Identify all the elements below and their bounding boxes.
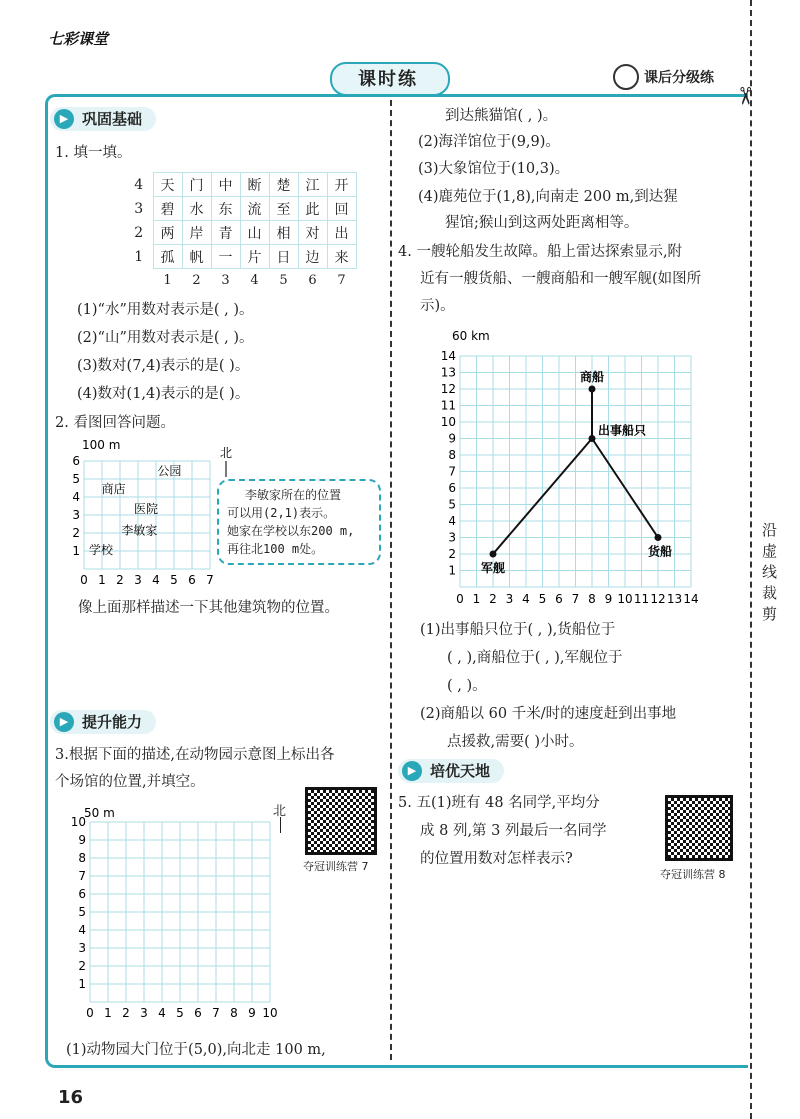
clock-icon: [613, 64, 639, 90]
q4-item-2-line-2: 点援救,需要( )小时。: [447, 734, 584, 750]
y-tick-label: 2: [448, 547, 456, 561]
y-tick-label: 14: [440, 349, 456, 363]
q4-title-line-3: 示)。: [420, 298, 455, 314]
qr-caption-7: 夺冠训练营 7: [303, 860, 369, 873]
y-tick-label: 10: [70, 815, 86, 829]
poem-cell: 出: [327, 221, 356, 245]
column-label: 4: [250, 273, 259, 288]
ship-point: [655, 534, 662, 541]
q3-item-3: (3)大象馆位于(10,3)。: [418, 161, 570, 177]
x-tick-label: 4: [158, 1006, 166, 1020]
poem-cell: 水: [182, 197, 211, 221]
poem-cell: 孤: [153, 245, 182, 269]
y-tick-label: 4: [78, 923, 86, 937]
q1-title: 1. 填一填。: [55, 145, 132, 161]
x-tick-label: 0: [86, 1006, 94, 1020]
x-tick-label: 10: [262, 1006, 278, 1020]
poem-cell: 两: [153, 221, 182, 245]
poem-cell: 片: [240, 245, 269, 269]
x-tick-label: 1: [472, 592, 481, 606]
section-basic-label: 巩固基础: [82, 110, 143, 128]
q1-item-1: (1)“水”用数对表示是( , )。: [77, 302, 254, 318]
q2-note: [227, 486, 354, 558]
row-label: 4: [134, 176, 144, 193]
q5-line-3: 的位置用数对怎样表示?: [420, 851, 573, 867]
poem-cell: 此: [298, 197, 327, 221]
x-tick-label: 0: [80, 573, 88, 587]
section-advanced-label: 培优天地: [430, 762, 491, 780]
poem-cell: 帆: [182, 245, 211, 269]
q4-title-line-1: 4. 一艘轮船发生故障。船上雷达探索显示,附: [398, 244, 683, 260]
y-tick-label: 1: [448, 563, 456, 578]
x-tick-label: 4: [522, 592, 530, 606]
y-tick-label: 3: [78, 941, 86, 955]
building-label: 医院: [134, 501, 159, 516]
poem-cell: 至: [269, 197, 298, 221]
zoo-map-grid: [60, 800, 300, 1035]
poem-cell: 相: [269, 221, 298, 245]
poem-cell: 天: [153, 173, 182, 197]
poem-cell: 东: [211, 197, 240, 221]
poem-cell: 对: [298, 221, 327, 245]
y-tick-label: 1: [72, 544, 80, 558]
row-label: 3: [134, 200, 144, 217]
y-tick-label: 12: [440, 382, 456, 396]
poem-cell: 日: [269, 245, 298, 269]
y-tick-label: 6: [72, 454, 80, 468]
brand-logo: 七彩课堂: [48, 30, 109, 48]
page-number: 16: [58, 1087, 84, 1108]
x-tick-label: 1: [104, 1006, 112, 1020]
poem-cell: 江: [298, 173, 327, 197]
q3-title-line-2: 个场馆的位置,并填空。: [55, 774, 205, 790]
corner-blank: [125, 269, 153, 293]
poem-cell: 门: [182, 173, 211, 197]
y-tick-label: 11: [440, 398, 456, 413]
x-tick-label: 4: [152, 573, 160, 587]
q2-note-line: 可以用(2,1)表示。: [227, 506, 336, 520]
building-label: 李敏家: [121, 523, 158, 538]
x-tick-label: 13: [666, 592, 683, 606]
x-tick-label: 2: [122, 1006, 130, 1020]
y-tick-label: 2: [72, 526, 80, 540]
ship-point: [589, 435, 596, 442]
poem-cell: 开: [327, 173, 356, 197]
q4-item-1-line-1: (1)出事船只位于( , ),货船位于: [420, 622, 616, 638]
q3-unit: 50 m: [84, 806, 115, 820]
q1-item-4: (4)数对(1,4)表示的是( )。: [77, 386, 250, 402]
x-tick-label: 12: [650, 592, 666, 606]
ship-label: 出事船只: [598, 423, 647, 438]
x-tick-label: 3: [505, 592, 514, 606]
poem-cell: 一: [211, 245, 240, 269]
ship-label: 货船: [648, 544, 673, 559]
column-label: 2: [192, 273, 201, 288]
x-tick-label: 11: [633, 592, 650, 606]
y-tick-label: 6: [78, 887, 86, 901]
q3-item-2: (2)海洋馆位于(9,9)。: [418, 134, 560, 150]
q2-title: 2. 看图回答问题。: [55, 415, 175, 431]
x-tick-label: 10: [617, 592, 633, 606]
cut-instruction: 沿虚线裁剪: [762, 521, 778, 623]
building-label: 学校: [89, 543, 114, 558]
building-label: 商店: [101, 482, 126, 496]
column-label: 3: [221, 273, 230, 288]
q3-title-line-1: 3.根据下面的描述,在动物园示意图上标出各: [55, 747, 335, 763]
q5-line-2: 成 8 列,第 3 列最后一名同学: [420, 823, 607, 839]
poem-cell: 楚: [269, 173, 298, 197]
ship-point: [490, 551, 497, 558]
ship-point: [589, 386, 596, 393]
column-label: 1: [163, 273, 172, 288]
ship-label: 商船: [579, 370, 605, 384]
play-icon: ▶: [54, 712, 74, 732]
y-tick-label: 3: [448, 530, 456, 545]
poem-cell: 碧: [153, 197, 182, 221]
q4-item-2-line-1: (2)商船以 60 千米/时的速度赶到出事地: [420, 706, 677, 722]
q2-north-label: 北: [220, 446, 233, 460]
q1-item-3: (3)数对(7,4)表示的是( )。: [77, 358, 250, 374]
y-tick-label: 13: [440, 365, 456, 380]
poem-cell: 流: [240, 197, 269, 221]
y-tick-label: 1: [78, 977, 86, 991]
y-tick-label: 3: [72, 508, 80, 522]
ship-label: 军舰: [481, 561, 506, 575]
poem-cell: 岸: [182, 221, 211, 245]
row-label: 1: [134, 248, 144, 265]
x-tick-label: 9: [604, 592, 613, 606]
q1-item-2: (2)“山”用数对表示是( , )。: [77, 330, 254, 346]
poem-cell: 边: [298, 245, 327, 269]
qr-code-7[interactable]: [305, 787, 377, 855]
page-subtitle: 课后分级练: [644, 70, 714, 86]
y-tick-label: 9: [78, 833, 86, 847]
poem-grid: [125, 172, 357, 292]
q2-prompt: 像上面那样描述一下其他建筑物的位置。: [78, 600, 339, 616]
play-icon: ▶: [402, 761, 422, 781]
x-tick-label: 8: [588, 592, 596, 606]
q2-note-line: 再往北100 m处。: [227, 542, 324, 556]
column-label: 6: [308, 273, 317, 288]
poem-cell: 中: [211, 173, 240, 197]
section-advanced: [398, 759, 504, 783]
row-label: 2: [134, 224, 144, 241]
poem-cell: 山: [240, 221, 269, 245]
poem-cell: 青: [211, 221, 240, 245]
q4-item-1-line-3: ( , )。: [447, 678, 487, 694]
x-tick-label: 9: [248, 1006, 256, 1020]
y-tick-label: 5: [78, 905, 86, 919]
q3-north-label: 北: [273, 804, 287, 819]
q2-note-line: 她家在学校以东200 m,: [227, 524, 355, 538]
north-arrow-icon: [280, 817, 281, 833]
x-tick-label: 5: [176, 1006, 184, 1020]
q2-note-line: 李敏家所在的位置: [245, 488, 342, 502]
section-basic: [50, 107, 156, 131]
x-tick-label: 6: [188, 573, 196, 587]
radar-chart: [430, 326, 730, 616]
x-tick-label: 0: [456, 592, 464, 606]
y-tick-label: 9: [448, 431, 456, 446]
x-tick-label: 7: [571, 592, 580, 606]
q5-line-1: 5. 五(1)班有 48 名同学,平均分: [398, 795, 600, 811]
y-tick-label: 7: [78, 869, 86, 883]
y-tick-label: 2: [78, 959, 86, 973]
q4-title-line-2: 近有一艘货船、一艘商船和一艘军舰(如图所: [420, 271, 702, 287]
column-label: 5: [279, 273, 288, 288]
y-tick-label: 5: [448, 497, 456, 512]
q4-item-1-line-2: ( , ),商船位于( , ),军舰位于: [447, 650, 623, 666]
x-tick-label: 6: [555, 592, 563, 606]
x-tick-label: 7: [206, 573, 214, 587]
y-tick-label: 4: [72, 490, 80, 504]
x-tick-label: 6: [194, 1006, 202, 1020]
y-tick-label: 6: [448, 481, 456, 495]
poem-cell: 断: [240, 173, 269, 197]
x-tick-label: 2: [116, 573, 124, 587]
building-label: 公园: [157, 464, 182, 478]
poem-cell: 回: [327, 197, 356, 221]
x-tick-label: 2: [489, 592, 497, 606]
x-tick-label: 8: [230, 1006, 238, 1020]
x-tick-label: 7: [212, 1006, 220, 1020]
y-tick-label: 8: [78, 851, 86, 865]
x-tick-label: 3: [140, 1006, 148, 1020]
poem-cell: 来: [327, 245, 356, 269]
qr-code-8[interactable]: [665, 795, 733, 861]
x-tick-label: 3: [134, 573, 142, 587]
y-tick-label: 7: [448, 464, 456, 479]
q3-item-4-line-1: (4)鹿苑位于(1,8),向南走 200 m,到达猩: [418, 189, 678, 205]
scissors-icon: ✂: [731, 85, 760, 107]
q3-item-1-line-1: (1)动物园大门位于(5,0),向北走 100 m,: [66, 1042, 326, 1058]
qr-caption-8: 夺冠训练营 8: [660, 868, 726, 881]
q2-unit: 100 m: [82, 438, 121, 452]
x-tick-label: 1: [98, 573, 106, 587]
y-tick-label: 10: [440, 415, 456, 429]
q3-item-4-line-2: 猩馆;猴山到这两处距离相等。: [445, 215, 639, 231]
column-label: 7: [337, 273, 346, 288]
x-tick-label: 5: [538, 592, 547, 606]
q4-unit: 60 km: [452, 329, 490, 343]
section-improve: [50, 710, 156, 734]
x-tick-label: 14: [683, 592, 699, 606]
cut-line: [750, 0, 752, 1119]
page-title: 课时练: [358, 69, 418, 90]
x-tick-label: 5: [170, 573, 178, 587]
y-tick-label: 4: [448, 514, 456, 528]
section-improve-label: 提升能力: [82, 713, 143, 731]
column-divider: [390, 100, 392, 1060]
y-tick-label: 5: [72, 472, 80, 486]
y-tick-label: 8: [448, 448, 456, 462]
play-icon: ▶: [54, 109, 74, 129]
q3-item-1-line-2: 到达熊猫馆( , )。: [445, 108, 558, 124]
